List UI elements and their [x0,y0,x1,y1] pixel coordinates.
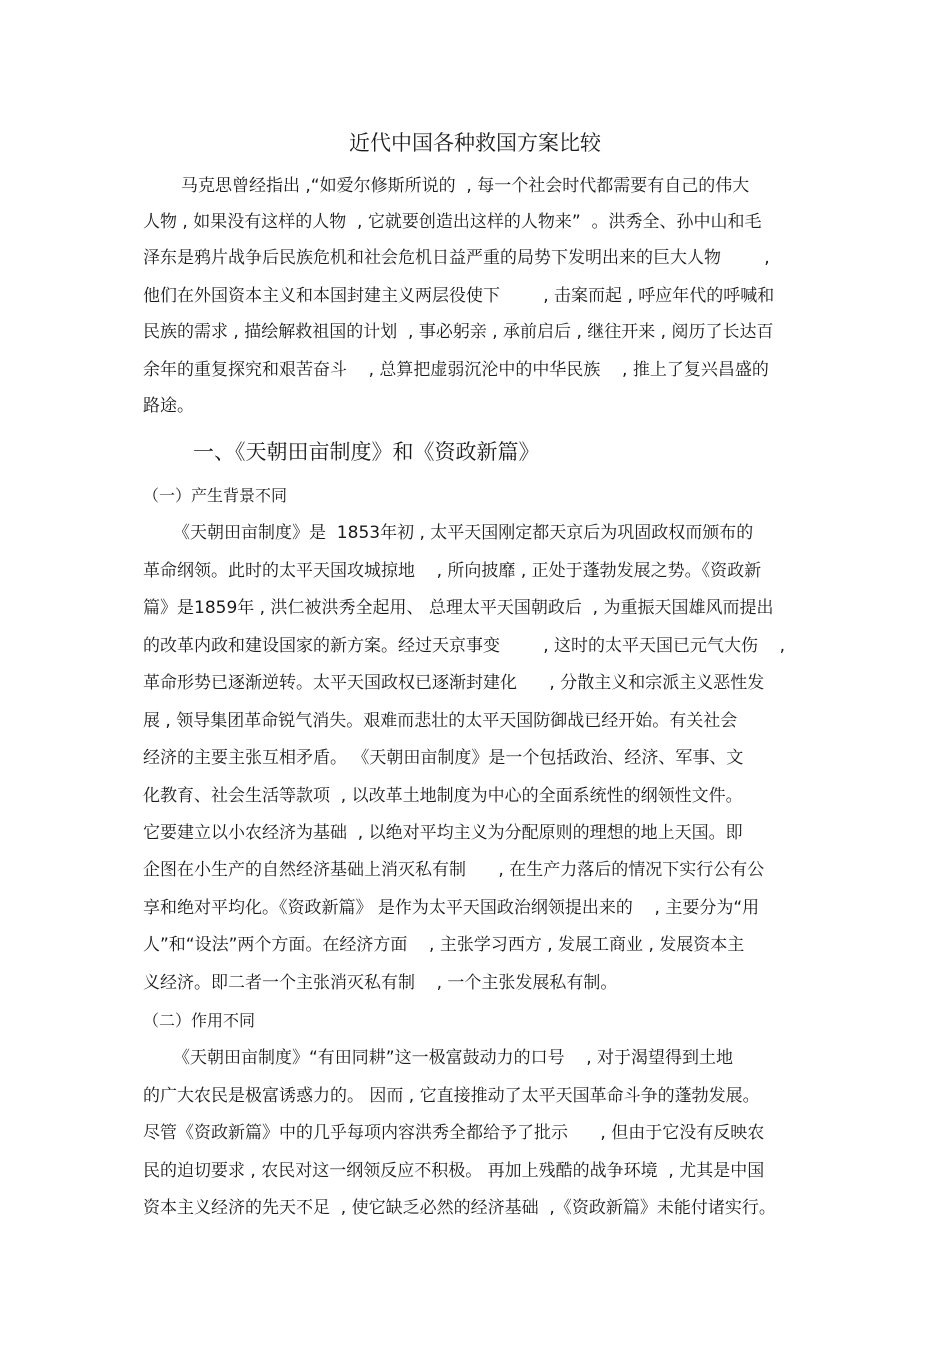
body-line: 人”和“设法”两个方面。在经济方面 , 主张学习西方 , 发展工商业 , 发展资本主 [143,935,745,955]
body-line: 企图在小生产的自然经济基础上消灭私有制 , 在生产力落后的情况下实行公有公 [143,860,765,880]
subsection-heading: （一）产生背景不同 [143,486,288,505]
intro-line: 民族的需求 , 描绘解救祖国的计划 , 事必躬亲 , 承前启后 , 继往开来 , 阅历了长达百 [143,322,774,342]
body-line: 《天朝田亩制度》“有田同耕”这一极富鼓动力的口号 , 对于渴望得到土地 [173,1048,734,1068]
subsection-heading: （二）作用不同 [143,1011,256,1030]
body-line: 化教育、社会生活等款项 , 以改革土地制度为中心的全面系统性的纲领性文件。 [143,786,743,806]
intro-line: 他们在外国资本主义和本国封建主义两层役使下 , 击案而起 , 呼应年代的呼喊和 [143,286,775,306]
body-line: 它要建立以小农经济为基础 , 以绝对平均主义为分配原则的理想的地上天国。即 [143,823,743,843]
body-line: 《天朝田亩制度》是 1853年初 , 太平天国刚定都天京后为巩固政权而颁布的 [173,523,754,543]
intro-line: 余年的重复探究和艰苦奋斗 , 总算把虚弱沉沦中的中华民族 , 推上了复兴昌盛的 [143,360,769,380]
body-line: 篇》是1859年 , 洪仁被洪秀全起用、 总理太平天国朝政后 , 为重振天国雄风而提出 [143,598,774,618]
body-line: 的广大农民是极富诱惑力的。 因而 , 它直接推动了太平天国革命斗争的蓬勃发展。 [143,1086,760,1106]
body-line: 义经济。即二者一个主张消灭私有制 , 一个主张发展私有制。 [143,973,618,993]
page-title: 近代中国各种救国方案比较 [349,131,601,155]
body-line: 经济的主要主张互相矛盾。 《天朝田亩制度》是一个包括政治、经济、军事、文 [143,748,744,768]
body-line: 革命形势已逐渐逆转。太平天国政权已逐渐封建化 , 分散主义和宗派主义恶性发 [143,673,765,693]
body-line: 革命纲领。此时的太平天国攻城掠地 , 所向披靡 , 正处于蓬勃发展之势。《资政新 [143,561,762,581]
section-heading: 一、《天朝田亩制度》和《资政新篇》 [193,440,540,464]
body-line: 民的迫切要求 , 农民对这一纲领反应不积极。 再加上残酷的战争环境 , 尤其是中国 [143,1161,765,1181]
body-line: 资本主义经济的先天不足 , 使它缺乏必然的经济基础 ,《资政新篇》未能付诸实行。 [143,1198,776,1218]
body-line: 尽管《资政新篇》中的几乎每项内容洪秀全都给予了批示 , 但由于它没有反映农 [143,1123,765,1143]
body-line: 的改革内政和建设国家的新方案。经过天京事变 , 这时的太平天国已元气大伤 , [143,636,786,656]
intro-line: 马克思曾经指出 ,“如爱尔修斯所说的 , 每一个社会时代都需要有自己的伟大 [181,176,750,196]
intro-line: 路途。 [143,396,194,416]
intro-line: 人物 , 如果没有这样的人物 , 它就要创造出这样的人物来” 。洪秀全、孙中山和毛 [143,212,762,232]
body-line: 享和绝对平均化。《资政新篇》 是作为太平天国政治纲领提出来的 , 主要分为“用 [143,898,760,918]
body-line: 展 , 领导集团革命锐气消失。艰难而悲壮的太平天国防御战已经开始。有关社会 [143,711,738,731]
intro-line: 泽东是鸦片战争后民族危机和社会危机日益严重的局势下发明出来的巨大人物 , [143,248,770,268]
